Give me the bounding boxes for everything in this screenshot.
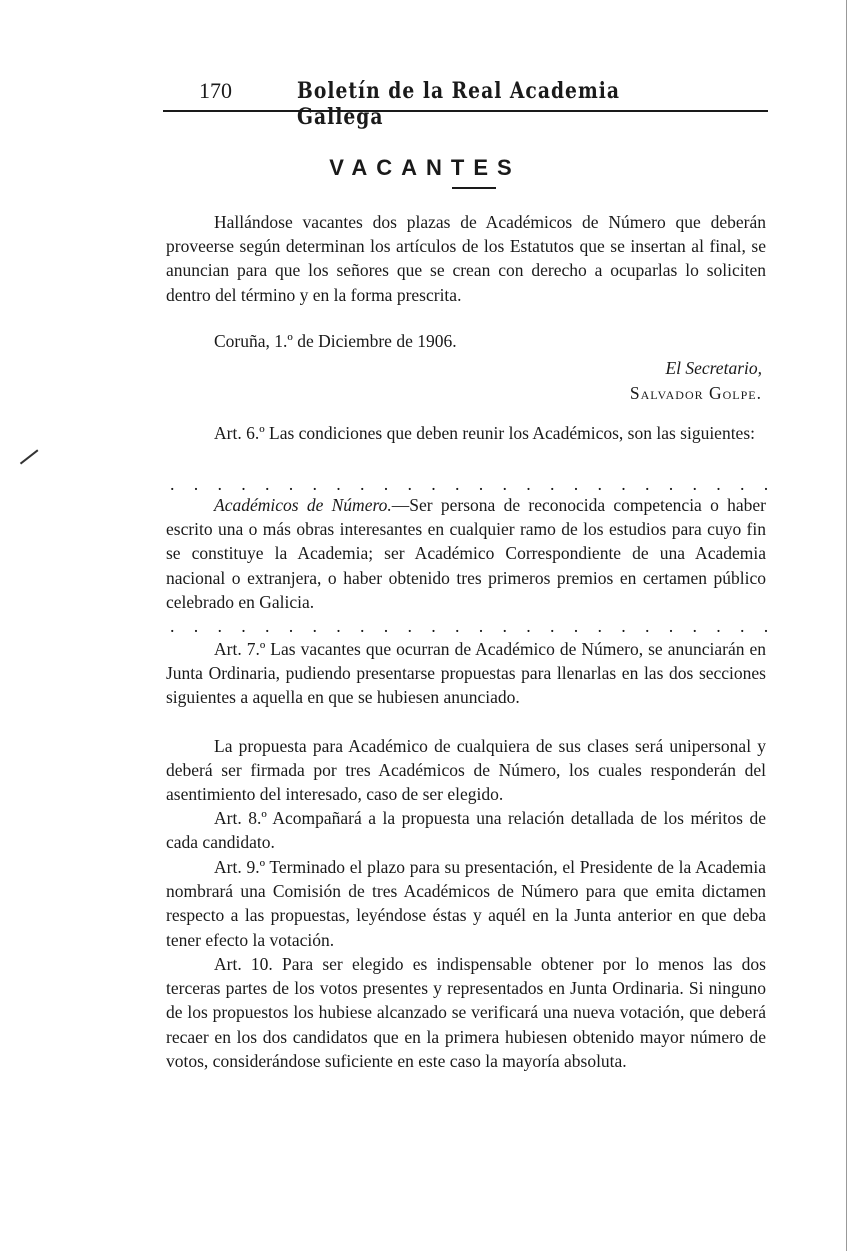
propuesta-text: La propuesta para Académico de cualquiera de sus clases será unipersonal y deberá ser firmada por tres Académicos de Número, los cuales responderán del asentimiento del interesado, caso de ser elegido.	[166, 736, 766, 805]
page-edge-line	[846, 0, 847, 1251]
article-7-text: Art. 7.º Las vacantes que ocurran de Académico de Número, se anunciarán en Junta Ordinaria, pudiendo presentarse propuestas para llenarlas en las dos secciones siguientes a aquella en que se hubiesen anunciado.	[166, 639, 766, 708]
signer-name: Salvador Golpe.	[629, 383, 762, 403]
article-9	[166, 855, 766, 952]
ellipsis-divider: . . . . . . . . . . . . . . . . . . . . . . . . . .	[170, 616, 769, 636]
page-number: 170	[199, 78, 232, 103]
article-10	[166, 952, 766, 1073]
date-line: Coruña, 1.º de Diciembre de 1906.	[214, 331, 457, 351]
article-8	[166, 806, 766, 854]
article-6-text: Art. 6.º Las condiciones que deben reunir los Académicos, son las siguientes:	[214, 423, 755, 443]
academicos-de-numero	[166, 493, 766, 614]
title-underline	[452, 187, 496, 189]
running-header	[163, 78, 768, 130]
margin-pencil-mark	[20, 449, 38, 464]
article-7	[166, 637, 766, 710]
academicos-lead: Académicos de Número.	[214, 495, 392, 515]
signer-role: El Secretario,	[665, 358, 762, 378]
academicos-paragraph	[166, 493, 766, 614]
signature-block	[630, 356, 762, 406]
article-10-text: Art. 10. Para ser elegido es indispensable obtener por lo menos las dos terceras partes de los votos presentes y representados en Junta Ordinaria. Si ninguno de los propuestos los hubiese alcanzado se verificará una nueva votación, que deberá recaer en los dos candidatos que en la primera hubiesen obtenido mayor número de votos, considerándose suficiente en este caso la mayoría absoluta.	[166, 954, 766, 1071]
section-title: VACANTES	[329, 155, 521, 180]
article-8-text: Art. 8.º Acompañará a la propuesta una relación detallada de los méritos de cada candidato.	[166, 808, 766, 853]
ellipsis-divider: . . . . . . . . . . . . . . . . . . . . . . . . . .	[170, 474, 769, 494]
academicos-text: —Ser persona de reconocida competencia o haber escrito una o más obras interesantes en cualquier ramo de los estudios para cuyo fin se constituye la Academia; ser Académico Correspondiente de una Academia nacional o extranjera, o haber obtenido tres primeros premios en certamen público celebrado en Galicia.	[166, 495, 766, 612]
journal-title: Boletín de la Real Academia Gallega	[297, 78, 621, 130]
propuesta-paragraph	[166, 734, 766, 807]
article-6	[166, 421, 766, 445]
article-9-text: Art. 9.º Terminado el plazo para su presentación, el Presidente de la Academia nombrará una Comisión de tres Académicos de Número para que emita dictamen respecto a las propuestas, leyéndose éstas y aquél en la Junta anterior en que deba tener efecto la votación.	[166, 857, 766, 950]
intro-text: Hallándose vacantes dos plazas de Académicos de Número que deberán proveerse según determinan los artículos de los Estatutos que se insertan al final, se anuncian para que los señores que se crean con derecho a ocuparlas lo soliciten dentro del término y en la forma prescrita.	[166, 212, 766, 305]
intro-paragraph	[166, 210, 766, 307]
